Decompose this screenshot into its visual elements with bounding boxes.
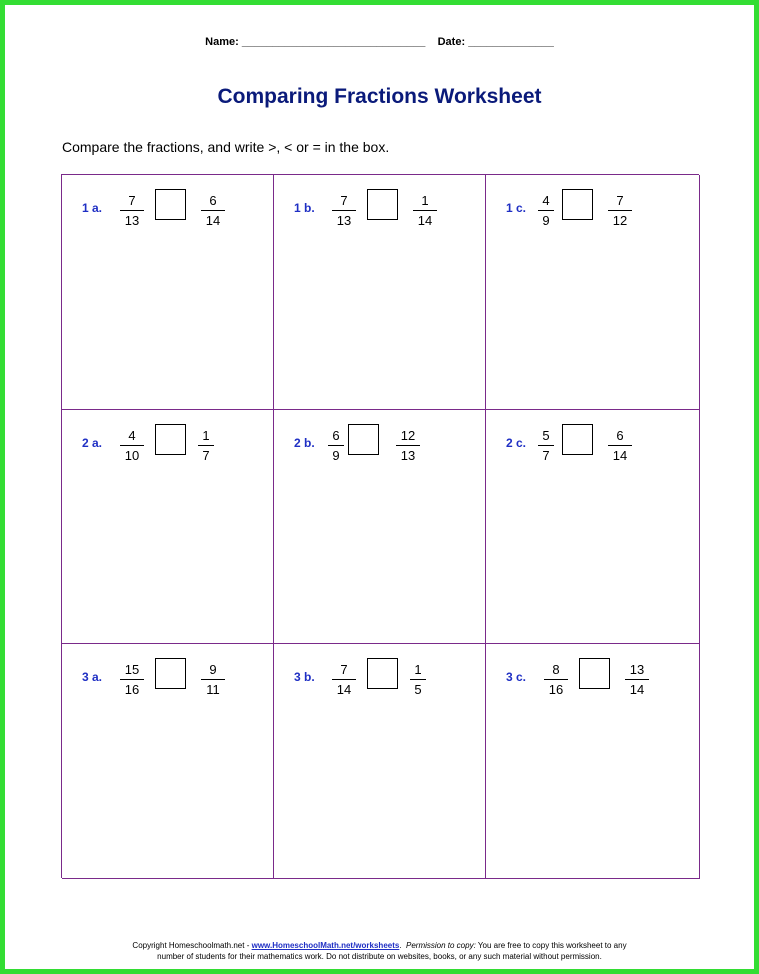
denominator: 13 bbox=[400, 448, 416, 463]
fraction-bar bbox=[625, 679, 649, 680]
numerator: 4 bbox=[128, 428, 136, 443]
denominator: 14 bbox=[612, 448, 628, 463]
fraction-bar bbox=[201, 679, 225, 680]
fraction-bar bbox=[332, 210, 356, 211]
problem-label: 3 b. bbox=[294, 670, 315, 684]
problem-cell-3c bbox=[486, 644, 700, 879]
left-fraction bbox=[332, 193, 356, 228]
name-date-header bbox=[5, 36, 754, 48]
problem-label: 2 a. bbox=[82, 436, 103, 450]
answer-box[interactable] bbox=[155, 658, 186, 689]
denominator: 9 bbox=[542, 213, 550, 228]
numerator: 1 bbox=[202, 428, 210, 443]
fraction-bar bbox=[120, 679, 144, 680]
problem-label: 1 b. bbox=[294, 201, 315, 215]
right-fraction bbox=[201, 193, 225, 228]
numerator: 7 bbox=[616, 193, 624, 208]
left-fraction bbox=[120, 193, 144, 228]
fraction-bar bbox=[332, 679, 356, 680]
numerator: 1 bbox=[421, 193, 429, 208]
date-label: Date: bbox=[437, 36, 466, 48]
denominator: 7 bbox=[202, 448, 210, 463]
numerator: 6 bbox=[616, 428, 624, 443]
answer-box[interactable] bbox=[155, 424, 186, 455]
footer-line-1: Copyright Homeschoolmath.net - www.HomeschoolMath.net/worksheets. Permission to copy: You are free to copy this worksheet to any bbox=[132, 941, 627, 950]
answer-box[interactable] bbox=[579, 658, 610, 689]
numerator: 12 bbox=[400, 428, 416, 443]
permission-text: You are free to copy this worksheet to any bbox=[475, 941, 627, 950]
right-fraction bbox=[608, 428, 632, 463]
left-fraction bbox=[538, 193, 554, 228]
answer-box[interactable] bbox=[367, 658, 398, 689]
date-line: ______________ bbox=[468, 36, 554, 48]
problem-cell-3a bbox=[62, 644, 274, 879]
numerator: 7 bbox=[340, 193, 348, 208]
fraction-bar bbox=[538, 210, 554, 211]
fraction-bar bbox=[538, 445, 554, 446]
problem-label: 1 a. bbox=[82, 201, 103, 215]
numerator: 7 bbox=[128, 193, 136, 208]
permission-label: Permission to copy: bbox=[406, 941, 476, 950]
problem-label: 2 c. bbox=[506, 436, 527, 450]
right-fraction bbox=[413, 193, 437, 228]
right-fraction bbox=[625, 662, 649, 697]
name-label: Name: bbox=[205, 36, 239, 48]
answer-box[interactable] bbox=[367, 189, 398, 220]
answer-box[interactable] bbox=[155, 189, 186, 220]
fraction-bar bbox=[120, 445, 144, 446]
numerator: 5 bbox=[542, 428, 550, 443]
answer-box[interactable] bbox=[562, 424, 593, 455]
right-fraction bbox=[410, 662, 426, 697]
problem-cell-2a bbox=[62, 410, 274, 644]
left-fraction bbox=[120, 662, 144, 697]
fraction-bar bbox=[608, 210, 632, 211]
footer-line-2: number of students for their mathematics work. Do not distribute on websites, books, or any such material without permission. bbox=[157, 952, 602, 961]
problem-label: 2 b. bbox=[294, 436, 315, 450]
numerator: 13 bbox=[629, 662, 645, 677]
left-fraction bbox=[120, 428, 144, 463]
denominator: 13 bbox=[336, 213, 352, 228]
problem-cell-1c bbox=[486, 175, 700, 410]
denominator: 14 bbox=[205, 213, 221, 228]
denominator: 16 bbox=[124, 682, 140, 697]
denominator: 5 bbox=[414, 682, 422, 697]
fraction-bar bbox=[120, 210, 144, 211]
fraction-bar bbox=[608, 445, 632, 446]
numerator: 6 bbox=[209, 193, 217, 208]
denominator: 14 bbox=[417, 213, 433, 228]
problem-label: 1 c. bbox=[506, 201, 527, 215]
problem-cell-2b bbox=[274, 410, 486, 644]
numerator: 8 bbox=[552, 662, 560, 677]
problem-cell-2c bbox=[486, 410, 700, 644]
denominator: 7 bbox=[542, 448, 550, 463]
denominator: 10 bbox=[124, 448, 140, 463]
fraction-bar bbox=[198, 445, 214, 446]
worksheet-title: Comparing Fractions Worksheet bbox=[217, 85, 542, 108]
left-fraction bbox=[538, 428, 554, 463]
numerator: 15 bbox=[124, 662, 140, 677]
denominator: 14 bbox=[629, 682, 645, 697]
right-fraction bbox=[396, 428, 420, 463]
numerator: 6 bbox=[332, 428, 340, 443]
left-fraction bbox=[332, 662, 356, 697]
problem-cell-1a bbox=[62, 175, 274, 410]
denominator: 9 bbox=[332, 448, 340, 463]
worksheets-link[interactable]: www.HomeschoolMath.net/worksheets bbox=[251, 941, 400, 950]
numerator: 9 bbox=[209, 662, 217, 677]
fraction-bar bbox=[410, 679, 426, 680]
left-fraction bbox=[328, 428, 344, 463]
problem-cell-3b bbox=[274, 644, 486, 879]
fraction-bar bbox=[544, 679, 568, 680]
name-line: ______________________________ bbox=[241, 36, 426, 48]
denominator: 11 bbox=[206, 682, 220, 697]
denominator: 16 bbox=[548, 682, 564, 697]
fraction-bar bbox=[328, 445, 344, 446]
problem-label: 3 c. bbox=[506, 670, 527, 684]
copyright-text: Copyright Homeschoolmath.net - bbox=[132, 941, 252, 950]
problem-cell-1b bbox=[274, 175, 486, 410]
answer-box[interactable] bbox=[348, 424, 379, 455]
fraction-bar bbox=[413, 210, 437, 211]
denominator: 13 bbox=[124, 213, 140, 228]
numerator: 7 bbox=[340, 662, 348, 677]
answer-box[interactable] bbox=[562, 189, 593, 220]
fraction-bar bbox=[396, 445, 420, 446]
denominator: 12 bbox=[612, 213, 628, 228]
numerator: 1 bbox=[414, 662, 422, 677]
left-fraction bbox=[544, 662, 568, 697]
fraction-bar bbox=[201, 210, 225, 211]
numerator: 4 bbox=[542, 193, 550, 208]
right-fraction bbox=[608, 193, 632, 228]
problem-grid bbox=[61, 174, 699, 878]
denominator: 14 bbox=[336, 682, 352, 697]
instructions: Compare the fractions, and write >, < or = in the box. bbox=[62, 139, 390, 155]
right-fraction bbox=[201, 662, 225, 697]
problem-label: 3 a. bbox=[82, 670, 103, 684]
copyright-footer bbox=[5, 940, 754, 962]
right-fraction bbox=[198, 428, 214, 463]
